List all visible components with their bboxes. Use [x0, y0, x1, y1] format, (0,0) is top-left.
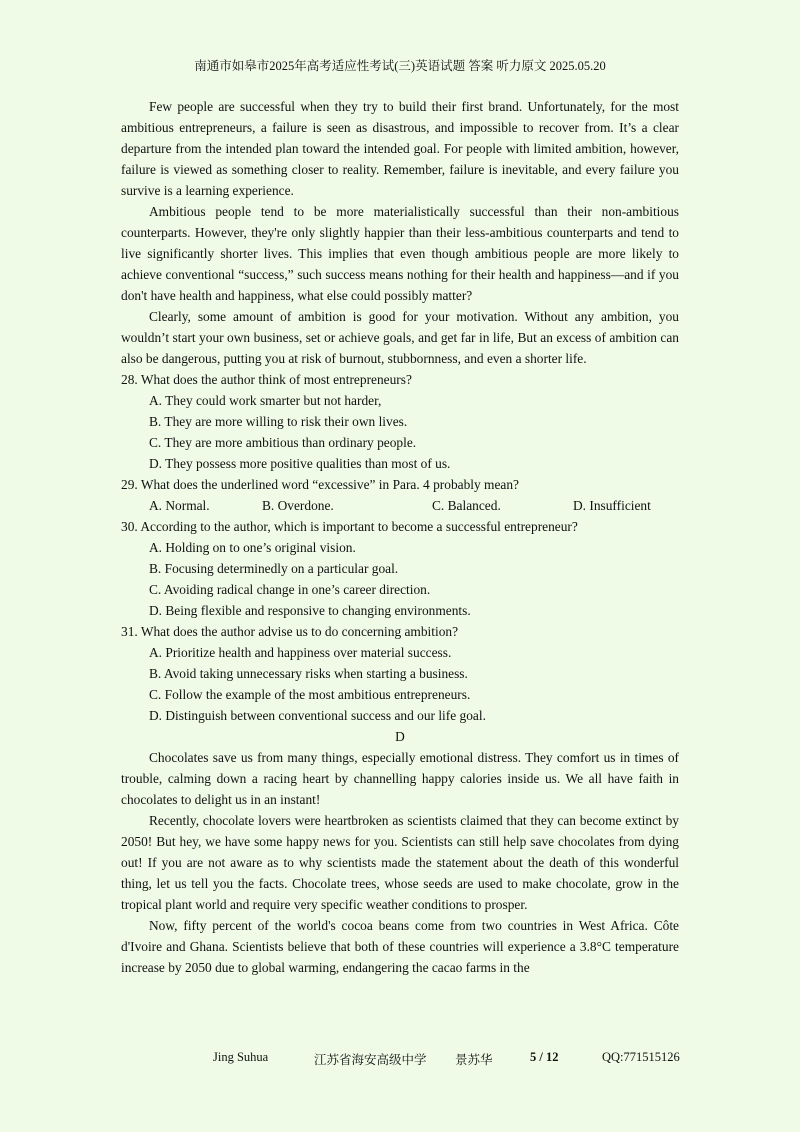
- page-number: 5 / 12: [530, 1050, 559, 1064]
- question-30-option-c: C. Avoiding radical change in one’s career direction.: [149, 582, 431, 597]
- question-29-option-c: C. Balanced.: [432, 498, 501, 513]
- paragraph: Chocolates save us from many things, especially emotional distress. They comfort us in times of trouble, calming down a racing heart by channelling happy calories inside us. We all have faith in chocolates to delight us in an instant!: [121, 750, 679, 807]
- question-31-option-d: D. Distinguish between conventional success and our life goal.: [149, 708, 486, 723]
- question-29-option-d: D. Insufficient: [573, 498, 651, 513]
- footer-author: Jing Suhua: [213, 1050, 269, 1064]
- question-28-option-c: C. They are more ambitious than ordinary people.: [149, 435, 417, 450]
- question-28-stem: 28. What does the author think of most entrepreneurs?: [121, 372, 412, 387]
- footer-author-cn: 景苏华: [455, 1053, 493, 1067]
- question-29-option-b: B. Overdone.: [262, 498, 334, 513]
- section-heading-d: D: [395, 729, 405, 744]
- paragraph: Ambitious people tend to be more materialistically successful than their non-ambitious counterparts. However, they're only slightly happier than their less-ambitious counterparts and tend to live significantly shorter lives. This implies that even though ambitious people are more likely to achieve conventional “success,” such success means nothing for their health and happiness—and if you don't have health and happiness, what else could possibly matter?: [121, 204, 679, 303]
- page-header: 南通市如皋市2025年高考适应性考试(三)英语试题 答案 听力原文 2025.05.20: [194, 59, 606, 73]
- question-31-stem: 31. What does the author advise us to do concerning ambition?: [121, 624, 459, 639]
- question-28-option-d: D. They possess more positive qualities than most of us.: [149, 456, 451, 471]
- question-29-options: [149, 495, 679, 516]
- footer-school: 江苏省海安高级中学: [314, 1053, 427, 1067]
- question-30-option-a: A. Holding on to one’s original vision.: [149, 540, 356, 555]
- paragraph: Few people are successful when they try to build their first brand. Unfortunately, for the most ambitious entrepreneurs, a failure is seen as disastrous, and impossible to recover from. It’s a clear departure from the intended plan toward the intended goal. For people with limited ambition, however, failure is viewed as something closer to reality. Remember, failure is inevitable, and every failure you survive is a learning experience.: [121, 99, 679, 198]
- question-29-option-a: A. Normal.: [149, 498, 210, 513]
- question-30-stem: 30. According to the author, which is important to become a successful entrepreneur?: [121, 519, 578, 534]
- document-body: [121, 96, 679, 978]
- footer-qq: QQ:771515126: [602, 1050, 680, 1064]
- question-31-option-a: A. Prioritize health and happiness over material success.: [149, 645, 452, 660]
- question-29-stem: 29. What does the underlined word “excessive” in Para. 4 probably mean?: [121, 477, 519, 492]
- question-28-option-b: B. They are more willing to risk their own lives.: [149, 414, 408, 429]
- question-30-option-d: D. Being flexible and responsive to changing environments.: [149, 603, 471, 618]
- paragraph: Clearly, some amount of ambition is good for your motivation. Without any ambition, you wouldn’t start your own business, set or achieve goals, and get far in life, But an excess of ambition can also be dangerous, putting you at risk of burnout, stubbornness, and even a shorter life.: [121, 309, 679, 366]
- question-28-option-a: A. They could work smarter but not harder,: [149, 393, 382, 408]
- question-31-option-c: C. Follow the example of the most ambitious entrepreneurs.: [149, 687, 471, 702]
- question-30-option-b: B. Focusing determinedly on a particular goal.: [149, 561, 399, 576]
- question-31-option-b: B. Avoid taking unnecessary risks when starting a business.: [149, 666, 468, 681]
- paragraph: Now, fifty percent of the world's cocoa beans come from two countries in West Africa. Côte d'Ivoire and Ghana. Scientists believe that both of these countries will experience a 3.8°C temperature increase by 2050 due to global warming, endangering the cacao farms in the: [121, 918, 679, 975]
- paragraph: Recently, chocolate lovers were heartbroken as scientists claimed that they can become extinct by 2050! But hey, we have some happy news for you. Scientists can still help save chocolates from dying out! If you are not aware as to why scientists made the statement about the death of this wonderful thing, let us tell you the facts. Chocolate trees, whose seeds are used to make chocolate, grow in the tropical plant world and require very specific weather conditions to prosper.: [121, 813, 679, 912]
